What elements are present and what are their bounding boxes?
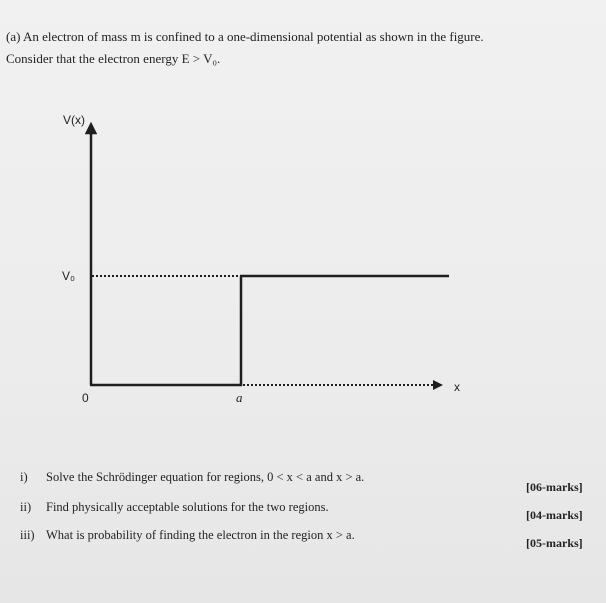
a-label: a (236, 390, 243, 405)
question-number: iii) (20, 528, 35, 542)
question-3 (20, 528, 355, 543)
question-text: Solve the Schrödinger equation for regions, 0 < x < a and x > a. (46, 470, 365, 484)
intro-line-1: An electron of mass m is confined to a one-dimensional potential as shown in the figure. (22, 29, 484, 44)
y-axis-label: V(x) (63, 113, 85, 127)
question-2 (20, 500, 329, 515)
question-number: ii) (20, 500, 32, 514)
question-2-marks: [04-marks] (526, 508, 583, 522)
intro-line-2: Consider that the electron energy E > V₀. (6, 51, 221, 66)
question-number: i) (20, 470, 28, 484)
question-3-marks: [05-marks] (526, 536, 583, 550)
question-text: Find physically acceptable solutions for the two regions. (46, 500, 329, 514)
origin-label: 0 (82, 391, 89, 405)
part-label: (a) (6, 29, 21, 44)
question-text: What is probability of finding the electron in the region x > a. (46, 528, 355, 542)
question-1 (20, 470, 364, 485)
x-axis-label: x (454, 380, 460, 394)
v0-label: V₀ (62, 269, 75, 283)
question-1-marks: [06-marks] (526, 480, 583, 494)
